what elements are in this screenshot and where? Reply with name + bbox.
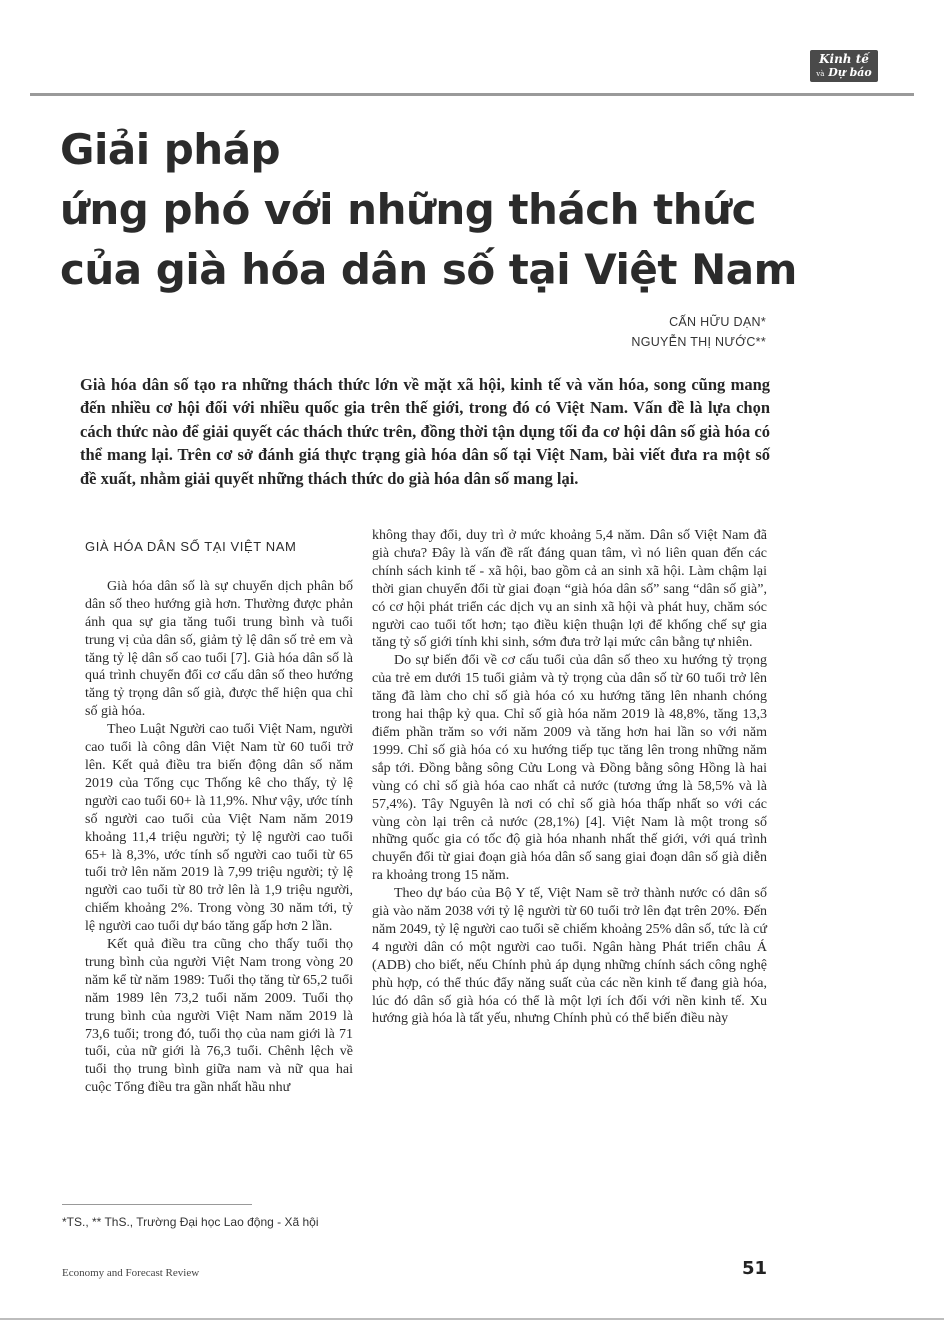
footer-rule	[0, 1318, 944, 1320]
logo-line-2	[810, 66, 878, 81]
page-number: 51	[742, 1258, 768, 1279]
right-paragraph-1: không thay đổi, duy trì ở mức khoảng 5,4 năm. Dân số Việt Nam đã già chưa? Đây là vấn đề rất đáng quan tâm, vì nó liên quan đến các chính sách kinh tế - xã hội, bao gồm cả an sinh xã hội. Làm chậm lại thời gian chuyển đổi từ giai đoạn “già hóa dân số” sang “dân số già”, có cơ hội phát triển các dịch vụ an sinh xã hội và phát huy, chăm sóc người cao tuổi tốt hơn; tạo điều kiện thuận lợi để khống chế sự gia tăng tỷ số giới tính khi sinh, sớm đưa trở lại mức cân bằng tự nhiên.	[372, 528, 767, 651]
authors	[631, 312, 766, 352]
journal-logo	[810, 50, 878, 82]
author-1: CẤN HỮU DẠN*	[669, 315, 766, 329]
author-2: NGUYỄN THỊ NƯỚC**	[631, 335, 766, 349]
footnote: *TS., ** ThS., Trường Đại học Lao động - Xã hội	[62, 1215, 319, 1229]
left-paragraph-2: Theo Luật Người cao tuổi Việt Nam, người cao tuổi là công dân Việt Nam từ 60 tuổi trở lên. Kết quả điều tra biến động dân số năm 2019 của Tổng cục Thống kê cho thấy, tỷ lệ người cao tuổi 60+ là 11,9%. Như vậy, ước tính số người cao tuổi của Việt Nam năm 2019 khoảng 11,4 triệu người; tỷ lệ người cao tuổi 65+ là 8,3%, ước tính số người cao tuổi từ 65 tuổi trở lên năm 2019 là 7,99 triệu người; tỷ lệ người cao tuổi từ 80 trở lên là 1,9 triệu người, chiếm khoảng 2%. Trong vòng 30 năm tới, tỷ lệ người cao tuổi dự báo tăng gấp hơn 2 lần.	[85, 722, 353, 935]
article-title	[60, 120, 880, 300]
left-column	[85, 530, 353, 1097]
title-line-1: Giải pháp	[60, 125, 281, 174]
logo-small-word: và	[816, 70, 825, 78]
title-line-2: ứng phó với những thách thức	[60, 185, 756, 234]
left-paragraph-1: Già hóa dân số là sự chuyển dịch phân bố dân số theo hướng già hơn. Thường được phản ánh qua sự gia tăng tuổi trung bình và tuổi trung vị của dân số, giảm tỷ lệ dân số trẻ em và tăng tỷ lệ dân số cao tuổi [7]. Già hóa dân số là quá trình chuyển đổi cơ cấu dân số theo hướng tăng tỷ trọng dân số già, được thể hiện qua chỉ số già hóa.	[85, 578, 353, 720]
title-line-3: của già hóa dân số tại Việt Nam	[60, 245, 797, 294]
right-paragraph-2: Do sự biến đổi về cơ cấu tuổi của dân số theo xu hướng tỷ trọng của trẻ em dưới 15 tuổi giảm và tỷ trọng của dân số từ 60 tuổi trở lên tăng đã làm cho chỉ số già hóa có xu hướng tăng lên nhanh chóng trong hai thập kỷ qua. Chỉ số già hóa năm 2019 là 48,8%, tăng 13,3 điểm phần trăm so với năm 2009 và tăng hơn hai lần so với năm 1999. Chỉ số già hóa có xu hướng tiếp tục tăng lên trong những năm sắp tới. Đồng bằng sông Cửu Long và Đồng bằng sông Hồng là hai vùng có chỉ số già hóa cao nhất cả nước (tương ứng là 58,5% và là 57,4%). Tây Nguyên là nơi có chỉ số già hóa thấp nhất so với các vùng còn lại trên cả nước (28,1%) [4]. Việt Nam là một trong số những quốc gia có tốc độ già hóa nhanh nhất thế giới, với quá trình chuyển đổi từ giai đoạn già hóa dân số sang giai đoạn dân số già diễn ra khoảng trong 15 năm.	[372, 653, 767, 884]
journal-name: Economy and Forecast Review	[62, 1267, 200, 1279]
logo-line-2-text: Dự báo	[828, 66, 872, 79]
logo-line-1: Kinh tế	[819, 52, 869, 66]
left-paragraph-3: Kết quả điều tra cũng cho thấy tuổi thọ trung bình của người Việt Nam trong vòng 20 năm kể từ năm 1989: Tuổi thọ tăng từ 65,2 tuổi năm 1989 lên 73,2 tuổi năm 2009. Tuổi thọ trung bình của người Việt Nam năm 2019 là 73,6 tuổi; trong đó, tuổi thọ của nam giới là 71 tuổi, của nữ giới là 76,3 tuổi. Chênh lệch về tuổi thọ trung bình giữa nam và nữ qua hai cuộc Tổng điều tra gần nhất hầu như	[85, 937, 353, 1096]
footnote-rule	[62, 1204, 252, 1205]
right-column	[372, 527, 767, 1028]
section-heading: GIÀ HÓA DÂN SỐ TẠI VIỆT NAM	[85, 539, 297, 554]
abstract: Già hóa dân số tạo ra những thách thức lớn về mặt xã hội, kinh tế và văn hóa, song cũng mang đến nhiều cơ hội đối với nhiều quốc gia trên thế giới, trong đó có Việt Nam. Vấn đề là lựa chọn cách thức nào để giải quyết các thách thức trên, đồng thời tận dụng tối đa cơ hội dân số già hóa có thể mang lại. Trên cơ sở đánh giá thực trạng già hóa dân số tại Việt Nam, bài viết đưa ra một số đề xuất, nhằm giải quyết những thách thức do già hóa dân số mang lại.	[80, 375, 770, 488]
header-rule	[30, 93, 914, 96]
right-paragraph-3: Theo dự báo của Bộ Y tế, Việt Nam sẽ trở thành nước có dân số già vào năm 2038 với tỷ lệ người từ 60 tuổi trở lên đạt trên 20%. Đến năm 2049, tỷ lệ người cao tuổi sẽ chiếm khoảng 25% dân số, tức là cứ 4 người dân có một người cao tuổi. Ngân hàng Phát triển châu Á (ADB) cho biết, nếu Chính phủ áp dụng những chính sách công nghệ phù hợp, có thể thúc đẩy năng suất của các nền kinh tế đang già hóa, lúc đó dân số già hóa có thể là một lợi ích đối với nền kinh tế. Xu hướng già hóa là tất yếu, nhưng Chính phủ có thể biến điều này	[372, 886, 767, 1027]
